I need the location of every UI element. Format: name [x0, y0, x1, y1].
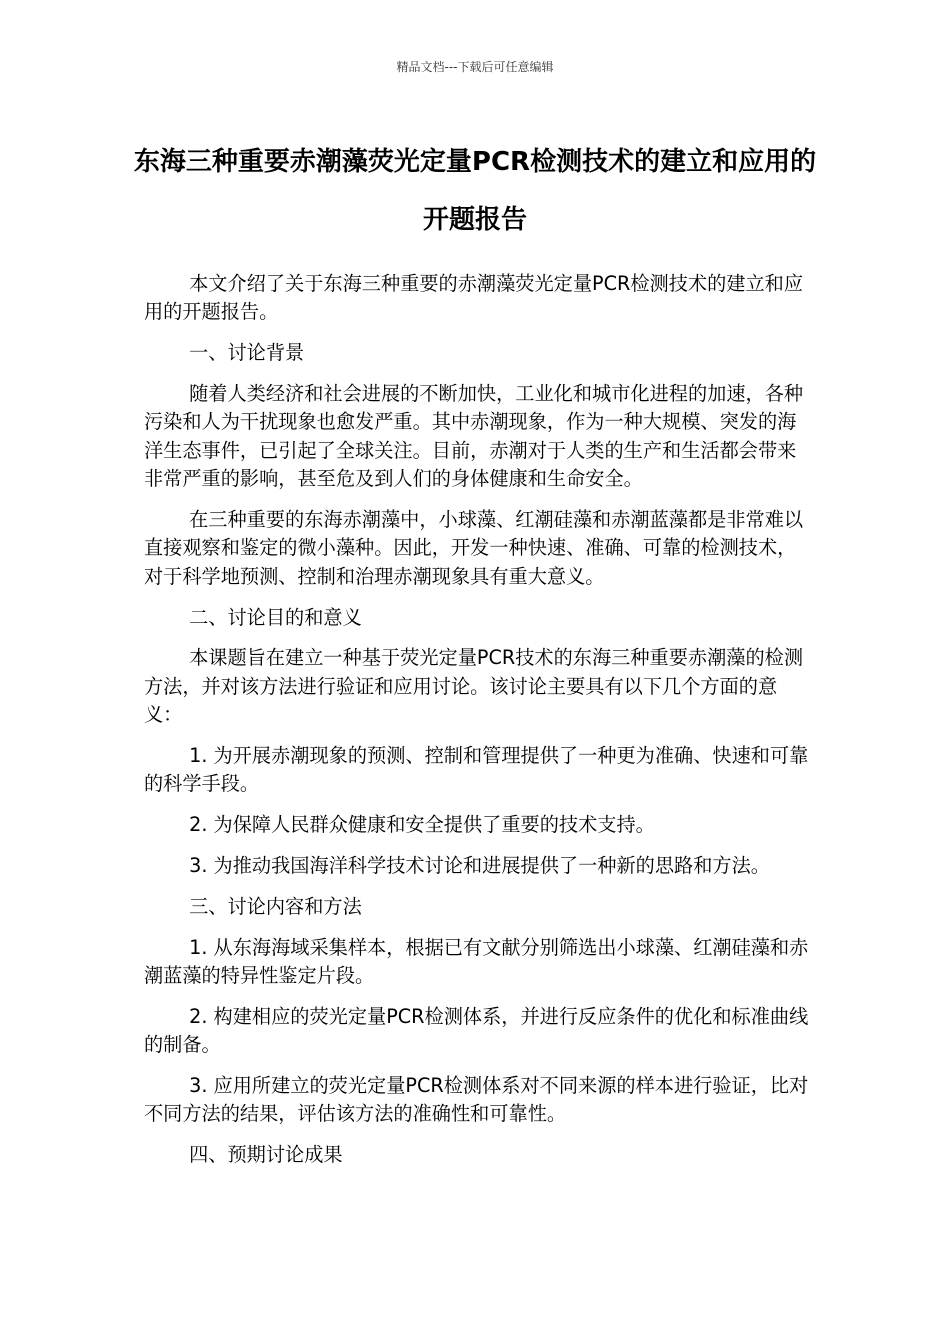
- body-paragraph: 本课题旨在建立一种基于荧光定量PCR技术的东海三种重要赤潮藻的检测方法，并对该方法进行验证和应用讨论。该讨论主要具有以下几个方面的意义：: [144, 646, 804, 727]
- intro-paragraph: 本文介绍了关于东海三种重要的赤潮藻荧光定量PCR检测技术的建立和应用的开题报告。: [144, 272, 804, 324]
- section-heading-background: 一、讨论背景: [189, 341, 305, 365]
- list-item: 2. 为保障人民群众健康和安全提供了重要的技术支持。: [189, 813, 655, 837]
- body-paragraph: 随着人类经济和社会进展的不断加快，工业化和城市化进程的加速，各种污染和人为干扰现象也愈发严重。其中赤潮现象，作为一种大规模、突发的海洋生态事件，已引起了全球关注。目前，赤潮对于人类的生产和生活都会带来非常严重的影响，甚至危及到人们的身体健康和生命安全。: [144, 382, 804, 491]
- section-heading-outcomes: 四、预期讨论成果: [189, 1143, 343, 1167]
- body-paragraph: 在三种重要的东海赤潮藻中，小球藻、红潮硅藻和赤潮蓝藻都是非常难以直接观察和鉴定的微小藻种。因此，开发一种快速、准确、可靠的检测技术，对于科学地预测、控制和治理赤潮现象具有重大意义。: [144, 508, 804, 588]
- section-heading-purpose: 二、讨论目的和意义: [189, 605, 362, 629]
- document-title: 东海三种重要赤潮藻荧光定量PCR检测技术的建立和应用的开题报告: [133, 147, 817, 235]
- header-note: 精品文档---下载后可任意编辑: [396, 60, 554, 74]
- list-item: 1. 从东海海域采集样本，根据已有文献分别筛选出小球藻、红潮硅藻和赤潮蓝藻的特异性鉴定片段。: [144, 935, 809, 988]
- list-item: 3. 为推动我国海洋科学技术讨论和进展提供了一种新的思路和方法。: [189, 854, 770, 878]
- section-heading-methods: 三、讨论内容和方法: [189, 894, 362, 918]
- list-item: 3. 应用所建立的荧光定量PCR检测体系对不同来源的样本进行验证，比对不同方法的结果，评估该方法的准确性和可靠性。: [144, 1074, 809, 1126]
- document-body: [144, 270, 812, 1182]
- list-item: 2. 构建相应的荧光定量PCR检测体系，并进行反应条件的优化和标准曲线的制备。: [144, 1004, 809, 1057]
- list-item: 1. 为开展赤潮现象的预测、控制和管理提供了一种更为准确、快速和可靠的科学手段。: [144, 744, 809, 796]
